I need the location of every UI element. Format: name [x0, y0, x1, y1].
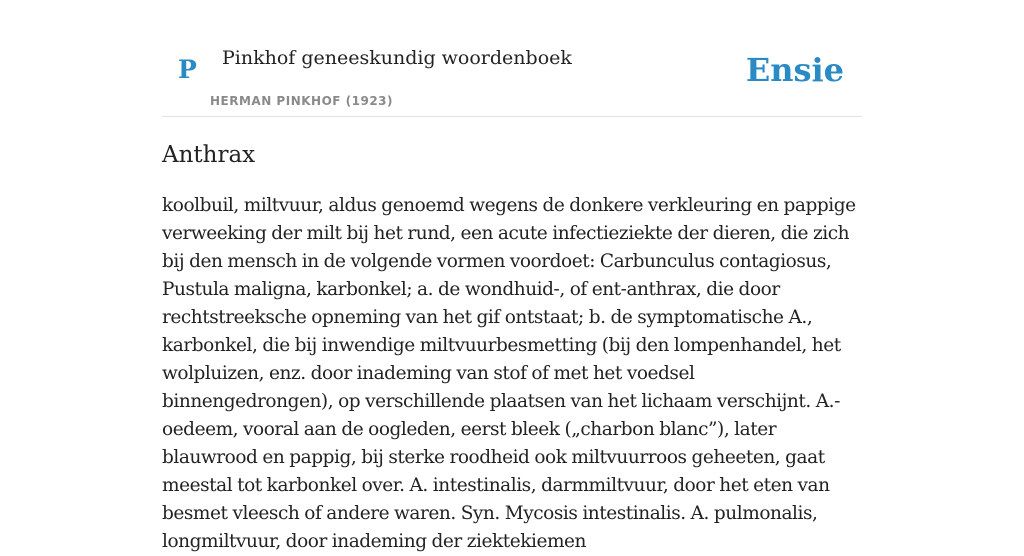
book-title[interactable]: Pinkhof geneeskundig woordenboek: [222, 47, 572, 69]
entry-title: Anthrax: [162, 142, 256, 168]
book-logo[interactable]: P: [178, 55, 197, 84]
entry-body: koolbuil, miltvuur, aldus genoemd wegens de donkere verkleuring en pappige verweeking der milt bij het rund, een acute infectieziekte der dieren, die zich bij den mensch in de volgende vormen voordoet: Carbunculus contagiosus, Pustula maligna, karbonkel; a. de wondhuid-, of ent-anthrax, die door rechtstreeksche opneming van het gif ontstaat; b. de symptomatische A., karbonkel, die bij inwendige miltvuurbesmetting (bij den lompenhandel, het wolpluizen, enz. door inademing van stof of met het voedsel binnengedrongen), op verschillende plaatsen van het lichaam verschijnt. A.-oedeem, vooral aan de oogleden, eerst bleek („charbon blanc”), later blauwrood en pappig, bij sterke roodheid ook miltvuurroos geheeten, gaat meestal tot karbonkel over. A. intestinalis, darmmiltvuur, door het eten van besmet vleesch of andere waren. Syn. Mycosis intestinalis. A. pulmonalis, longmiltvuur, door inademing der ziektekiemen: [162, 195, 856, 552]
brand-logo[interactable]: Ensie: [745, 51, 844, 89]
header: [162, 0, 862, 117]
book-author: HERMAN PINKHOF (1923): [210, 94, 394, 108]
